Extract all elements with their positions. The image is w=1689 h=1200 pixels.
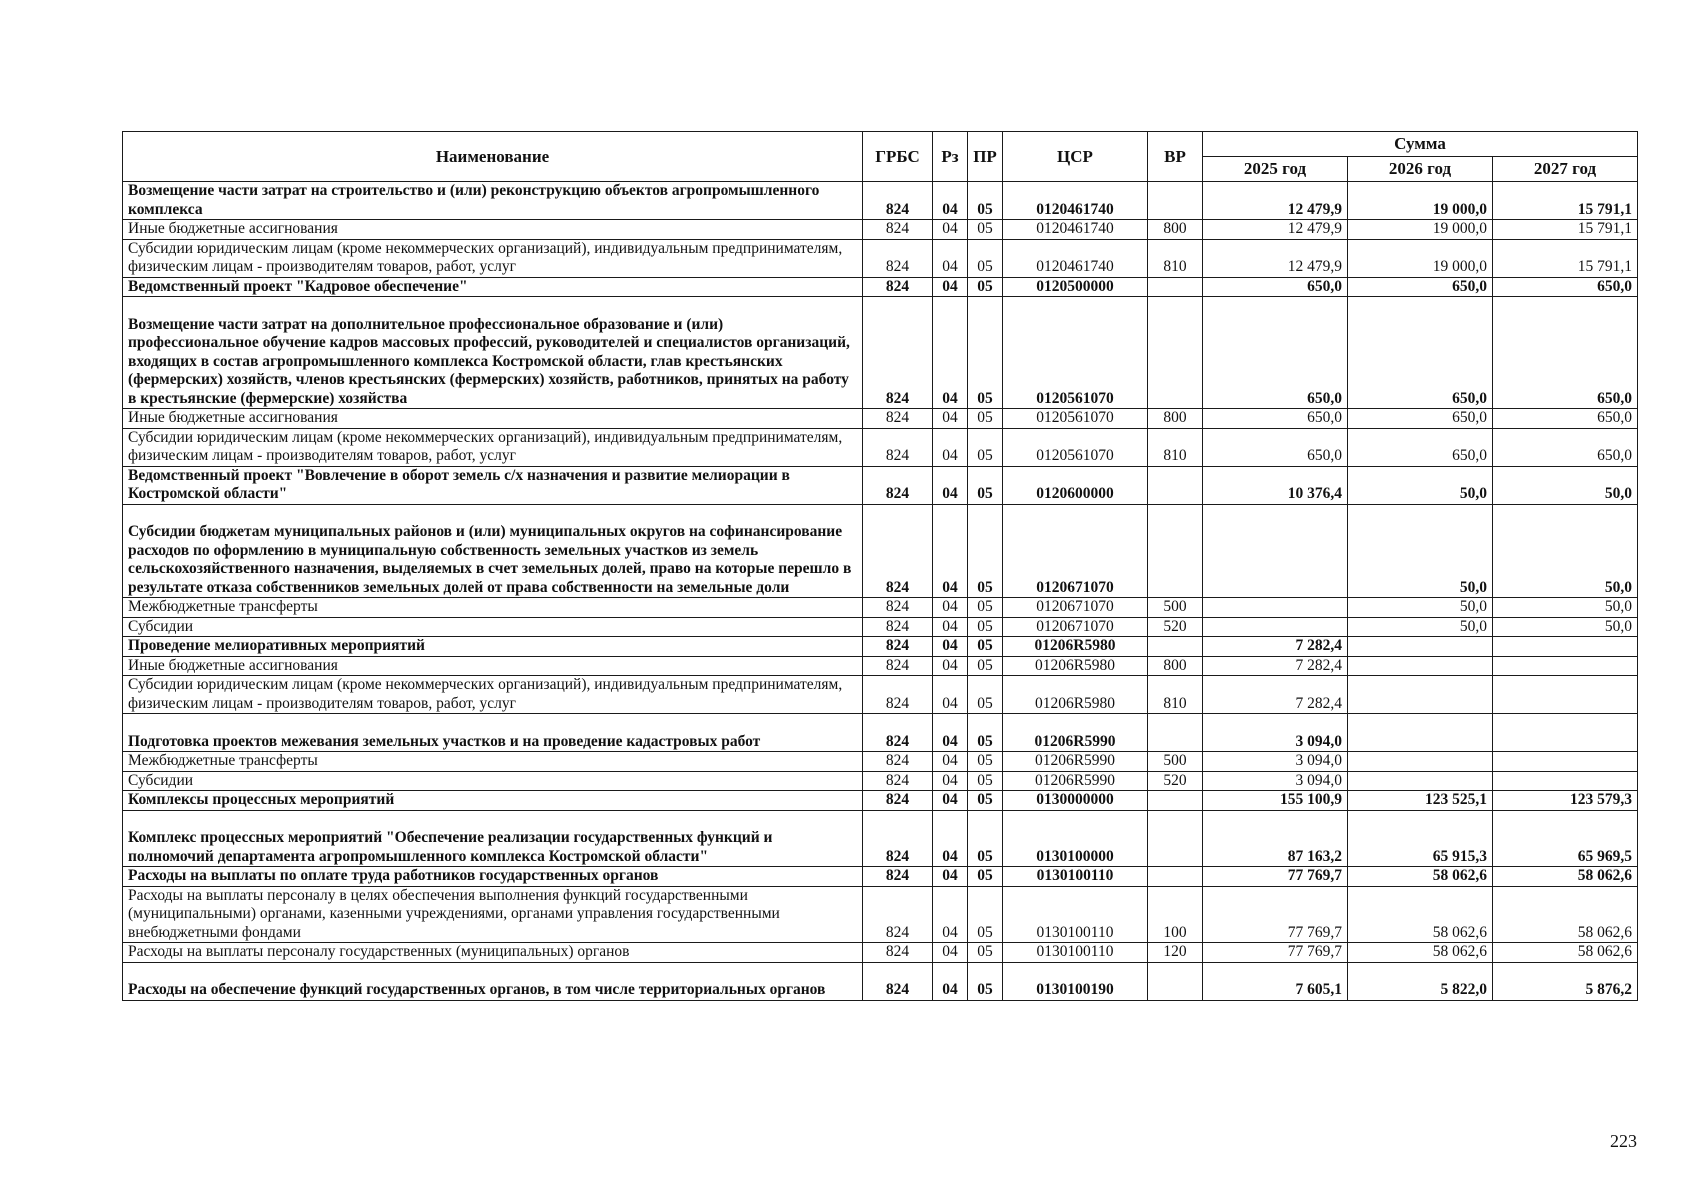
cell-year-2027: 50,0 (1493, 504, 1638, 598)
cell-csr: 0120500000 (1003, 277, 1148, 297)
cell-year-2025: 650,0 (1203, 297, 1348, 409)
cell-year-2027 (1493, 637, 1638, 657)
cell-grbs: 824 (863, 656, 933, 676)
cell-pr: 05 (968, 466, 1003, 504)
cell-grbs: 824 (863, 771, 933, 791)
cell-year-2026: 650,0 (1348, 428, 1493, 466)
cell-year-2025 (1203, 598, 1348, 618)
cell-year-2026 (1348, 752, 1493, 772)
cell-csr: 0120600000 (1003, 466, 1148, 504)
cell-rz: 04 (933, 676, 968, 714)
cell-year-2027: 65 969,5 (1493, 810, 1638, 867)
cell-year-2026: 5 822,0 (1348, 962, 1493, 1000)
cell-vr (1148, 182, 1203, 220)
cell-pr: 05 (968, 504, 1003, 598)
cell-year-2027 (1493, 676, 1638, 714)
cell-name: Расходы на обеспечение функций государственных органов, в том числе территориальных органов (123, 962, 863, 1000)
cell-vr: 810 (1148, 239, 1203, 277)
table-row (123, 714, 1638, 752)
cell-vr: 120 (1148, 943, 1203, 963)
table-row (123, 962, 1638, 1000)
cell-name: Субсидии юридическим лицам (кроме некоммерческих организаций), индивидуальным предпринимателям, физическим лицам - производителям товаров, работ, услуг (123, 676, 863, 714)
cell-rz: 04 (933, 504, 968, 598)
cell-vr: 800 (1148, 220, 1203, 240)
table-row (123, 297, 1638, 409)
cell-year-2025: 650,0 (1203, 428, 1348, 466)
cell-vr: 800 (1148, 409, 1203, 429)
cell-year-2025: 7 605,1 (1203, 962, 1348, 1000)
cell-rz: 04 (933, 182, 968, 220)
cell-name: Межбюджетные трансферты (123, 598, 863, 618)
cell-csr: 0130100110 (1003, 886, 1148, 943)
cell-csr: 0120461740 (1003, 220, 1148, 240)
table-row (123, 791, 1638, 811)
cell-name: Субсидии бюджетам муниципальных районов и (или) муниципальных округов на софинансирование расходов по оформлению в муниципальную собственность земельных участков из земель сельскохозяйственного назначения, выделяемых в счет земельных долей, право на которые перешло в результате отказа собственников земельных долей от права собственности на земельные доли (123, 504, 863, 598)
cell-csr: 0120561070 (1003, 297, 1148, 409)
cell-year-2026: 50,0 (1348, 504, 1493, 598)
cell-name: Комплексы процессных мероприятий (123, 791, 863, 811)
cell-pr: 05 (968, 962, 1003, 1000)
cell-csr: 0120561070 (1003, 409, 1148, 429)
cell-csr: 0130100110 (1003, 867, 1148, 887)
cell-csr: 01206R5990 (1003, 714, 1148, 752)
cell-rz: 04 (933, 466, 968, 504)
cell-pr: 05 (968, 886, 1003, 943)
cell-year-2027: 58 062,6 (1493, 886, 1638, 943)
cell-vr: 520 (1148, 771, 1203, 791)
cell-year-2027: 58 062,6 (1493, 943, 1638, 963)
cell-vr (1148, 297, 1203, 409)
col-header-grbs: ГРБС (863, 132, 933, 182)
cell-year-2027: 5 876,2 (1493, 962, 1638, 1000)
col-header-2027: 2027 год (1493, 157, 1638, 182)
cell-year-2025: 3 094,0 (1203, 714, 1348, 752)
cell-rz: 04 (933, 428, 968, 466)
table-row (123, 428, 1638, 466)
table-row (123, 943, 1638, 963)
cell-pr: 05 (968, 277, 1003, 297)
cell-rz: 04 (933, 297, 968, 409)
cell-pr: 05 (968, 943, 1003, 963)
cell-pr: 05 (968, 239, 1003, 277)
cell-year-2026: 58 062,6 (1348, 886, 1493, 943)
cell-pr: 05 (968, 714, 1003, 752)
cell-rz: 04 (933, 791, 968, 811)
cell-csr: 0120561070 (1003, 428, 1148, 466)
cell-year-2025 (1203, 617, 1348, 637)
cell-vr: 100 (1148, 886, 1203, 943)
cell-grbs: 824 (863, 239, 933, 277)
cell-year-2026: 50,0 (1348, 598, 1493, 618)
col-header-csr: ЦСР (1003, 132, 1148, 182)
cell-grbs: 824 (863, 676, 933, 714)
page-number: 223 (1610, 1131, 1637, 1151)
cell-year-2027: 15 791,1 (1493, 182, 1638, 220)
cell-year-2026: 650,0 (1348, 297, 1493, 409)
col-header-name: Наименование (123, 132, 863, 182)
cell-year-2026: 50,0 (1348, 617, 1493, 637)
cell-name: Расходы на выплаты персоналу государственных (муниципальных) органов (123, 943, 863, 963)
cell-vr (1148, 810, 1203, 867)
table-row (123, 598, 1638, 618)
cell-vr (1148, 962, 1203, 1000)
cell-year-2026 (1348, 714, 1493, 752)
cell-year-2027: 58 062,6 (1493, 867, 1638, 887)
cell-vr (1148, 504, 1203, 598)
cell-year-2025: 12 479,9 (1203, 239, 1348, 277)
cell-year-2026: 65 915,3 (1348, 810, 1493, 867)
cell-csr: 0130100190 (1003, 962, 1148, 1000)
cell-name: Иные бюджетные ассигнования (123, 656, 863, 676)
budget-table (122, 131, 1638, 1001)
cell-rz: 04 (933, 598, 968, 618)
budget-table-container (122, 131, 1637, 1001)
cell-csr: 01206R5980 (1003, 637, 1148, 657)
cell-name: Межбюджетные трансферты (123, 752, 863, 772)
cell-csr: 0120671070 (1003, 598, 1148, 618)
cell-pr: 05 (968, 656, 1003, 676)
cell-year-2025 (1203, 504, 1348, 598)
cell-year-2027 (1493, 714, 1638, 752)
cell-grbs: 824 (863, 962, 933, 1000)
cell-rz: 04 (933, 409, 968, 429)
cell-rz: 04 (933, 752, 968, 772)
cell-csr: 0130100110 (1003, 943, 1148, 963)
cell-name: Расходы на выплаты персоналу в целях обеспечения выполнения функций государственными (муниципальными) органами, казенными учреждениями, органами управления государственными внебюджетными фондами (123, 886, 863, 943)
cell-name: Проведение мелиоративных мероприятий (123, 637, 863, 657)
cell-year-2026: 123 525,1 (1348, 791, 1493, 811)
cell-grbs: 824 (863, 428, 933, 466)
cell-pr: 05 (968, 791, 1003, 811)
cell-year-2027: 50,0 (1493, 617, 1638, 637)
table-body (123, 182, 1638, 1001)
cell-grbs: 824 (863, 504, 933, 598)
cell-csr: 0130000000 (1003, 791, 1148, 811)
cell-year-2027: 15 791,1 (1493, 220, 1638, 240)
cell-year-2027: 650,0 (1493, 428, 1638, 466)
cell-pr: 05 (968, 182, 1003, 220)
cell-year-2025: 87 163,2 (1203, 810, 1348, 867)
cell-year-2026 (1348, 656, 1493, 676)
cell-vr: 500 (1148, 598, 1203, 618)
cell-grbs: 824 (863, 598, 933, 618)
table-row (123, 810, 1638, 867)
cell-vr (1148, 714, 1203, 752)
cell-name: Возмещение части затрат на дополнительное профессиональное образование и (или) профессиональное обучение кадров массовых профессий, руководителей и специалистов организаций, входящих в состав агропромышленного комплекса Костромской области, глав крестьянских (фермерских) хозяйств, членов крестьянских (фермерских) хозяйств, работников, принятых на работу в крестьянские (фермерские) хозяйства (123, 297, 863, 409)
cell-year-2026 (1348, 771, 1493, 791)
cell-year-2026: 58 062,6 (1348, 943, 1493, 963)
cell-vr (1148, 637, 1203, 657)
cell-name: Возмещение части затрат на строительство и (или) реконструкцию объектов агропромышленного комплекса (123, 182, 863, 220)
cell-grbs: 824 (863, 637, 933, 657)
cell-year-2027: 650,0 (1493, 297, 1638, 409)
cell-vr: 520 (1148, 617, 1203, 637)
cell-name: Ведомственный проект "Вовлечение в оборот земель с/х назначения и развитие мелиорации в Костромской области" (123, 466, 863, 504)
cell-pr: 05 (968, 810, 1003, 867)
cell-vr (1148, 277, 1203, 297)
cell-grbs: 824 (863, 886, 933, 943)
cell-grbs: 824 (863, 297, 933, 409)
cell-year-2027: 15 791,1 (1493, 239, 1638, 277)
cell-year-2025: 77 769,7 (1203, 943, 1348, 963)
cell-year-2025: 12 479,9 (1203, 220, 1348, 240)
cell-csr: 01206R5980 (1003, 676, 1148, 714)
cell-grbs: 824 (863, 277, 933, 297)
table-row (123, 409, 1638, 429)
cell-name: Ведомственный проект "Кадровое обеспечение" (123, 277, 863, 297)
cell-year-2026: 19 000,0 (1348, 182, 1493, 220)
cell-year-2027: 50,0 (1493, 598, 1638, 618)
cell-rz: 04 (933, 771, 968, 791)
cell-vr: 810 (1148, 676, 1203, 714)
cell-name: Иные бюджетные ассигнования (123, 409, 863, 429)
cell-rz: 04 (933, 714, 968, 752)
cell-name: Субсидии юридическим лицам (кроме некоммерческих организаций), индивидуальным предпринимателям, физическим лицам - производителям товаров, работ, услуг (123, 428, 863, 466)
cell-year-2027 (1493, 771, 1638, 791)
col-header-2025: 2025 год (1203, 157, 1348, 182)
cell-pr: 05 (968, 771, 1003, 791)
cell-csr: 01206R5990 (1003, 752, 1148, 772)
cell-rz: 04 (933, 656, 968, 676)
cell-csr: 0120461740 (1003, 239, 1148, 277)
cell-pr: 05 (968, 617, 1003, 637)
cell-pr: 05 (968, 598, 1003, 618)
table-row (123, 220, 1638, 240)
cell-csr: 0120461740 (1003, 182, 1148, 220)
table-row (123, 676, 1638, 714)
cell-csr: 01206R5990 (1003, 771, 1148, 791)
cell-vr (1148, 867, 1203, 887)
cell-year-2026: 19 000,0 (1348, 239, 1493, 277)
cell-grbs: 824 (863, 466, 933, 504)
cell-vr (1148, 466, 1203, 504)
cell-csr: 0120671070 (1003, 617, 1148, 637)
table-row (123, 771, 1638, 791)
col-header-sum: Сумма (1203, 132, 1638, 157)
cell-rz: 04 (933, 637, 968, 657)
cell-name: Субсидии (123, 617, 863, 637)
cell-pr: 05 (968, 676, 1003, 714)
cell-year-2026: 50,0 (1348, 466, 1493, 504)
cell-vr: 810 (1148, 428, 1203, 466)
col-header-2026: 2026 год (1348, 157, 1493, 182)
cell-grbs: 824 (863, 409, 933, 429)
cell-name: Иные бюджетные ассигнования (123, 220, 863, 240)
cell-pr: 05 (968, 428, 1003, 466)
cell-year-2025: 7 282,4 (1203, 637, 1348, 657)
cell-grbs: 824 (863, 791, 933, 811)
cell-csr: 0130100000 (1003, 810, 1148, 867)
cell-year-2025: 12 479,9 (1203, 182, 1348, 220)
cell-name: Субсидии (123, 771, 863, 791)
cell-name: Подготовка проектов межевания земельных участков и на проведение кадастровых работ (123, 714, 863, 752)
table-row (123, 466, 1638, 504)
cell-rz: 04 (933, 943, 968, 963)
cell-pr: 05 (968, 637, 1003, 657)
cell-year-2027 (1493, 656, 1638, 676)
cell-rz: 04 (933, 617, 968, 637)
cell-year-2025: 3 094,0 (1203, 752, 1348, 772)
col-header-vr: ВР (1148, 132, 1203, 182)
cell-rz: 04 (933, 962, 968, 1000)
cell-year-2025: 3 094,0 (1203, 771, 1348, 791)
cell-name: Расходы на выплаты по оплате труда работников государственных органов (123, 867, 863, 887)
table-row (123, 277, 1638, 297)
table-row (123, 867, 1638, 887)
cell-year-2027: 50,0 (1493, 466, 1638, 504)
cell-year-2025: 7 282,4 (1203, 676, 1348, 714)
cell-year-2027: 650,0 (1493, 277, 1638, 297)
cell-rz: 04 (933, 220, 968, 240)
cell-year-2026: 58 062,6 (1348, 867, 1493, 887)
table-row (123, 617, 1638, 637)
cell-pr: 05 (968, 220, 1003, 240)
cell-year-2026: 19 000,0 (1348, 220, 1493, 240)
cell-grbs: 824 (863, 867, 933, 887)
cell-year-2026 (1348, 676, 1493, 714)
table-row (123, 239, 1638, 277)
table-row (123, 504, 1638, 598)
table-row (123, 656, 1638, 676)
cell-year-2025: 77 769,7 (1203, 886, 1348, 943)
cell-year-2025: 7 282,4 (1203, 656, 1348, 676)
table-row (123, 752, 1638, 772)
cell-year-2025: 10 376,4 (1203, 466, 1348, 504)
cell-year-2025: 650,0 (1203, 277, 1348, 297)
cell-year-2026: 650,0 (1348, 409, 1493, 429)
cell-grbs: 824 (863, 220, 933, 240)
cell-vr (1148, 791, 1203, 811)
cell-pr: 05 (968, 867, 1003, 887)
cell-pr: 05 (968, 409, 1003, 429)
cell-rz: 04 (933, 239, 968, 277)
cell-name: Комплекс процессных мероприятий "Обеспечение реализации государственных функций и полномочий департамента агропромышленного комплекса Костромской области" (123, 810, 863, 867)
cell-rz: 04 (933, 277, 968, 297)
col-header-pr: ПР (968, 132, 1003, 182)
cell-year-2026 (1348, 637, 1493, 657)
cell-grbs: 824 (863, 943, 933, 963)
cell-rz: 04 (933, 810, 968, 867)
cell-csr: 0120671070 (1003, 504, 1148, 598)
col-header-rz: Рз (933, 132, 968, 182)
cell-pr: 05 (968, 297, 1003, 409)
cell-name: Субсидии юридическим лицам (кроме некоммерческих организаций), индивидуальным предпринимателям, физическим лицам - производителям товаров, работ, услуг (123, 239, 863, 277)
table-row (123, 182, 1638, 220)
cell-year-2025: 650,0 (1203, 409, 1348, 429)
cell-year-2025: 155 100,9 (1203, 791, 1348, 811)
cell-grbs: 824 (863, 752, 933, 772)
cell-vr: 800 (1148, 656, 1203, 676)
cell-pr: 05 (968, 752, 1003, 772)
cell-year-2027 (1493, 752, 1638, 772)
cell-grbs: 824 (863, 182, 933, 220)
cell-grbs: 824 (863, 810, 933, 867)
cell-year-2027: 650,0 (1493, 409, 1638, 429)
cell-vr: 500 (1148, 752, 1203, 772)
cell-rz: 04 (933, 867, 968, 887)
cell-year-2026: 650,0 (1348, 277, 1493, 297)
table-row (123, 637, 1638, 657)
cell-rz: 04 (933, 886, 968, 943)
cell-year-2027: 123 579,3 (1493, 791, 1638, 811)
cell-grbs: 824 (863, 617, 933, 637)
cell-csr: 01206R5980 (1003, 656, 1148, 676)
cell-grbs: 824 (863, 714, 933, 752)
table-row (123, 886, 1638, 943)
cell-year-2025: 77 769,7 (1203, 867, 1348, 887)
